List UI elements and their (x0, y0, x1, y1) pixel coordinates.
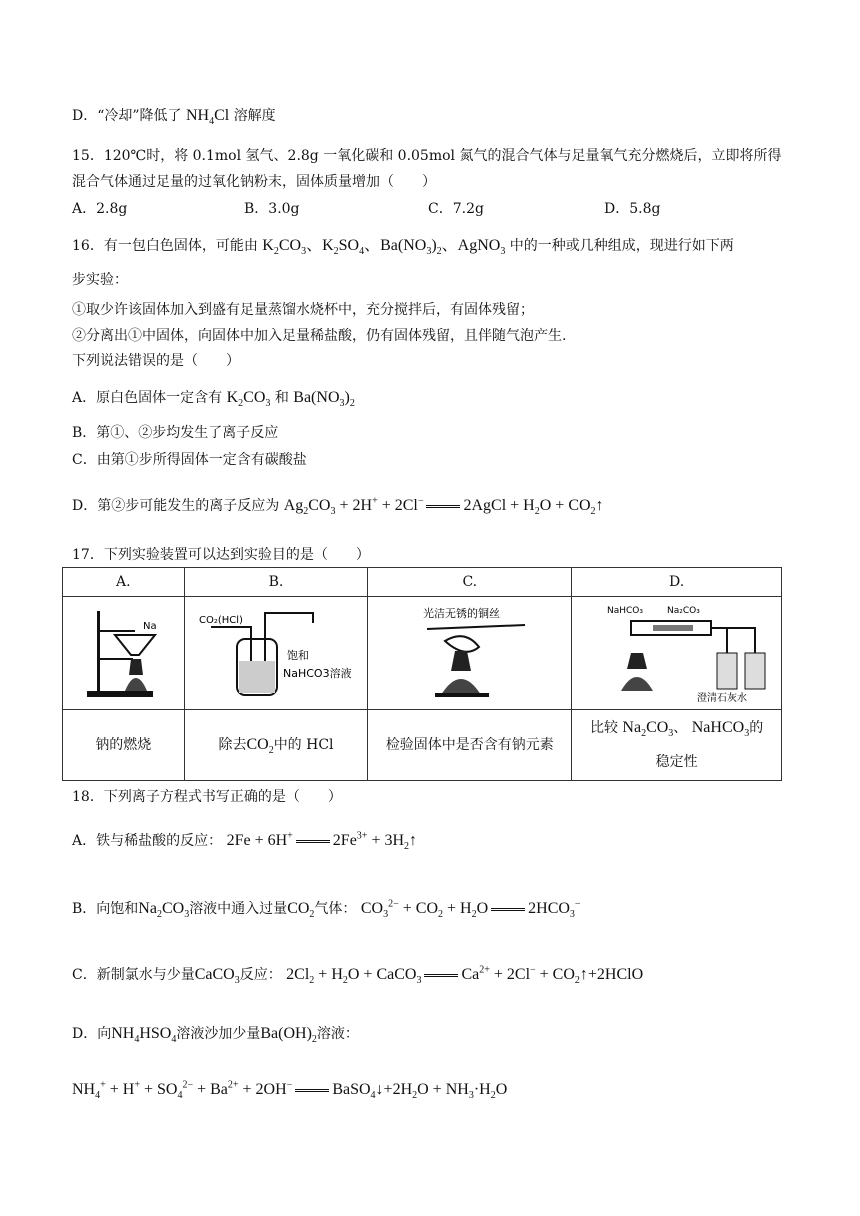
apparatus-a (63, 597, 185, 710)
caption-c: 检验固体中是否含有钠元素 (368, 710, 572, 781)
q16-option-d (72, 496, 604, 516)
q16-ask: 下列说法错误的是（ ） (72, 353, 240, 369)
q18b-pre: B．向饱和 (72, 901, 139, 917)
nahco3-formula: NaHCO$_3$ (691, 719, 750, 740)
ba-oh-2-formula: $Ba(OH)_2$ (260, 1025, 317, 1046)
caption-d-pre: 比较 (589, 720, 618, 736)
q18-stem: 18．下列离子方程式书写正确的是（ ） (72, 789, 342, 805)
col-header-b: B. (184, 568, 368, 597)
flame-test-icon (375, 599, 565, 703)
caption-d (572, 710, 782, 781)
q18c-post: 反应： (239, 967, 282, 983)
q16-step2: ②分离出①中固体，向固体中加入足量稀盐酸，仍有固体残留，且伴随气泡产生. (72, 328, 567, 344)
saturated-label: 饱和 (287, 649, 309, 662)
co2-formula: $CO_2$ (246, 736, 274, 757)
q16a-text: A．原白色固体一定含有 (72, 390, 223, 406)
q18b-mid: 溶液中通入过量 (189, 901, 288, 917)
na2co3-label: Na₂CO₃ (666, 606, 700, 616)
washing-bottle-icon (191, 599, 361, 703)
q15-option-b: B．3.0g (244, 201, 300, 217)
q16-post: 中的一种或几种组成，现进行如下两 (509, 238, 734, 254)
q15-option-d: D．5.8g (604, 201, 661, 217)
nahco3-solution-label: NaHCO3溶液 (283, 667, 352, 680)
q16-stem-line2: 步实验： (72, 272, 128, 288)
nahco3-label: NaHCO₃ (606, 606, 643, 616)
thermal-stability-apparatus-icon (577, 599, 777, 703)
na-label: Na (143, 621, 157, 632)
q18-option-b (72, 899, 581, 919)
q15-option-c: C．7.2g (428, 201, 484, 217)
q18a-equation: 2Fe + 6H+ $2Fe^{3+}$ + $3H_2↑$ (226, 830, 418, 853)
q15-stem-line2: 混合气体通过足量的过氧化钠粉末，固体质量增加（ ） (72, 174, 436, 190)
apparatus-d (572, 597, 782, 710)
q15-option-a: A．2.8g (72, 201, 128, 217)
q17-apparatus-table (62, 567, 782, 781)
q17-stem: 17．下列实验装置可以达到实验目的是（ ） (72, 547, 370, 563)
k2co3: $K_2CO_3$ (226, 389, 271, 410)
q16a-and: 和 (274, 390, 289, 406)
q18b-equation: $CO_3^{2-} + CO_2 + H_2O$ $2HCO_3^-$ (360, 898, 581, 921)
q14d-tail: 溶解度 (233, 108, 276, 124)
q18d-equation: $NH_4^+ + H^+ + SO_4^{2-} + Ba^{2+} + 2OH^-$ $BaSO_4↓+2H_2O + NH_3\cdot H_2O$ (72, 1079, 508, 1102)
q18d-pre: D．向 (72, 1026, 112, 1042)
co2-formula-b: $CO_2$ (287, 900, 315, 921)
q16-option-b: B．第①、②步均发生了离子反应 (72, 425, 279, 441)
caption-b-post: 中的 HCl (273, 737, 334, 753)
col-header-c: C. (368, 568, 572, 597)
nh4hso4-formula: $NH_4HSO_4$ (111, 1025, 177, 1046)
nh4cl-formula: $NH_4Cl$ (186, 107, 230, 128)
caco3-formula: CaCO$_3$ (194, 966, 240, 987)
q16-stem-line1 (72, 236, 734, 256)
na2co3-formula: $Na_2CO_3$ (622, 719, 674, 740)
caption-a: 钠的燃烧 (63, 710, 185, 781)
q16-option-a (72, 388, 355, 408)
q18-option-a (72, 831, 417, 851)
apparatus-b (184, 597, 368, 710)
q18c-pre: C．新制氯水与少量 (72, 967, 195, 983)
q16-compounds: $K_2CO_3$、$K_2SO_4$、$Ba(NO_3)_2$、AgNO$_3$ (262, 237, 506, 258)
q16d-text: D．第②步可能发生的离子反应为 (72, 498, 280, 514)
caption-d-mid: 、 (673, 720, 688, 736)
q18b-post: 气体： (314, 901, 357, 917)
q15-stem-line1: 15．120℃时，将 0.1mol 氢气、2.8g 一氧化碳和 0.05mol 氮气的混合气体与足量氧气充分燃烧后，立即将所得 (72, 148, 782, 164)
q18a-text: A．铁与稀盐酸的反应： (72, 833, 223, 849)
na2co3-formula-b: $Na_2CO_3$ (138, 900, 190, 921)
caption-d-post: 的 (749, 720, 764, 736)
q18-option-c (72, 965, 643, 985)
caption-d-line2: 稳定性 (655, 754, 698, 770)
q18-option-d-equation (72, 1080, 507, 1100)
q18-option-d (72, 1024, 359, 1044)
sodium-burning-apparatus-icon (73, 599, 173, 703)
q16d-equation: $Ag_2CO_3 + 2H^+ + 2Cl^-$ 2AgCl + $H_2O$ + $CO_2↑$ (283, 495, 604, 518)
caption-b (184, 710, 368, 781)
col-header-a: A. (63, 568, 185, 597)
apparatus-c (368, 597, 572, 710)
ba-no3-2: $Ba(NO_3)_2$ (293, 389, 355, 410)
q14d-label: D．“冷却”降低了 (72, 108, 182, 124)
limewater-label: 澄清石灰水 (696, 693, 747, 703)
q16-option-c: C．由第①步所得固体一定含有碳酸盐 (72, 452, 307, 468)
caption-b-pre: 除去 (218, 737, 247, 753)
copper-wire-label: 光洁无锈的铜丝 (422, 607, 500, 620)
col-header-d: D. (572, 568, 782, 597)
q14-option-d (72, 106, 276, 126)
q18c-equation: $2Cl_2 + H_2O$ + CaCO$_3$ $Ca^{2+} + 2Cl^-$ + $CO_2↑+2HClO$ (286, 964, 644, 987)
q18d-mid: 溶液沙加少量 (176, 1026, 261, 1042)
q18d-post: 溶液： (316, 1026, 359, 1042)
co2hcl-label: CO₂(HCl) (199, 615, 243, 626)
q16-step1: ①取少许该固体加入到盛有足量蒸馏水烧杯中，充分搅拌后，有固体残留； (72, 302, 534, 318)
q16-pre: 16．有一包白色固体，可能由 (72, 238, 258, 254)
